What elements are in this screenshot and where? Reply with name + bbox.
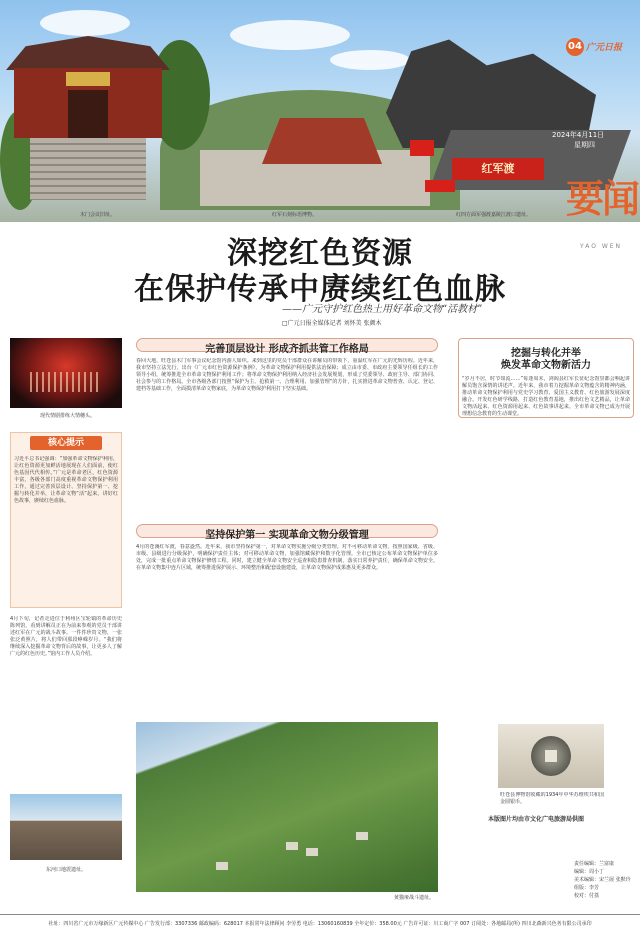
- byline: □广元日报全媒体记者 刘怀美 张颜木: [282, 320, 382, 327]
- banner-caption-1: 木门会议旧址。: [80, 212, 116, 218]
- banner-caption-3: 红四方面军强渡嘉陵江渡口遗址。: [456, 212, 532, 218]
- section-2-title: 坚持保护第一 实现革命文物分级管理: [205, 530, 369, 541]
- section-2-text: 4月的苍溪红军渡，春意盎然。近年来，我市坚持保护第一，对革命文物实施分级分类管理。对不可移动革命文物，按照国家级、省级、市级、县级进行分级保护，明确保护责任主体；对可移动革命文物，加强馆藏保护和数字化管理。全市已核定公布革命文物保护单位多处，完成一批重点革命文物保护修缮工程。同时，建立健全革命文物安全巡查和隐患排查机制，落实日常养护责任，确保革命文物安全。在革命文物集中连片区域，统筹推进保护展示、环境整治和配套设施建设，让革命文物保护成果惠及更多群众。: [136, 544, 438, 571]
- editor-line: 组版：李芳: [574, 885, 600, 891]
- section-1-title: 完善顶层设计 形成齐抓共管工作格局: [205, 344, 369, 355]
- issue-weekday: 星期四: [574, 141, 595, 149]
- red-flag: [425, 180, 455, 192]
- stone-stairs: [30, 138, 146, 200]
- village-house: [306, 848, 318, 856]
- page-number: 04: [566, 38, 584, 56]
- valley-battle-site-photo: [136, 722, 438, 892]
- gate-door: [68, 90, 108, 138]
- editor-line: 编辑：周小丁: [574, 869, 605, 875]
- cloud: [40, 10, 130, 36]
- coin-hole: [545, 750, 557, 762]
- memorial-gate-roof: [6, 36, 170, 70]
- headline-line-1: 深挖红色资源: [227, 236, 413, 271]
- banner-photo: [0, 0, 640, 222]
- village-house: [286, 842, 298, 850]
- red-flag: [410, 140, 434, 156]
- editor-line: 美术编辑：宋兰展 张默玲: [574, 877, 631, 883]
- valley-caption: 黄猫垭战斗遗址。: [394, 895, 435, 901]
- editor-list: [574, 860, 631, 900]
- masthead: 广元日报: [586, 43, 623, 53]
- village-house: [216, 862, 228, 870]
- ruins-caption: 东河口地震遗址。: [46, 867, 87, 873]
- banner-caption-2: 红军石刻标语博物。: [272, 212, 318, 218]
- footer-imprint: 社址：四川省广元市万缘新区广元传媒中心 广告发行部：3307336 邮政编码：628017 本报常年法律顾问 李劳勇 电话：13060160839 全年定价：358.00元 广告许可证：川工商广字 007 订阅处：各地邮局(所) 四川北森新兴色务有限公司承印: [0, 914, 640, 934]
- coin-caption: 旺苍县博物馆收藏的1934年中华苏维埃共和国金圆银币。: [500, 792, 604, 805]
- subtitle: ——广元守护红色热土用好革命文物“活教材”: [282, 304, 483, 315]
- memorial-monument: [262, 118, 382, 164]
- editor-line: 校对：付荔: [574, 893, 600, 899]
- stage-performers: [30, 372, 102, 392]
- editor-line: 责任编辑：兰富康: [574, 861, 615, 867]
- cloud: [330, 50, 410, 70]
- photo-credit: 本版图片均由市文化广电旅游局供图: [488, 816, 585, 823]
- headline-line-2: 在保护传承中赓续红色血脉: [134, 272, 506, 307]
- village-house: [356, 832, 368, 840]
- section-3-title-1: 挖掘与转化并举: [511, 348, 581, 359]
- cloud: [230, 20, 350, 50]
- core-summary-text: 习近平总书记强调：“加强革命文物保护利用，让红色资源更加鲜活地展现在人们面前，使红色基因代代相传。”广元是革命老区，红色资源丰富，各级各部门高度重视革命文物保护利用工作，通过完善顶层设计、坚持保护第一、挖掘与转化并举，让革命文物“活”起来，讲好红色故事，赓续红色血脉。: [14, 456, 118, 504]
- red-army-ferry-sign: 红军渡: [452, 158, 544, 180]
- section-label: 要闻: [566, 177, 639, 221]
- section-1-text: 春回大地，旺苍县木门军事会议纪念馆内游人如织。来到这里的党员干部群众在讲解员的带领下，重温红军在广元的光辉历程。近年来，我市坚持立法先行，出台《广元市红色资源保护条例》，为革命文物保护利用提供法治保障；成立由市委、市政府主要领导任组长的工作领导小组，统筹推进全市革命文物保护利用工作；将革命文物保护利用纳入经济社会发展规划，形成了党委领导、政府主导、部门协同、社会参与的工作格局。全市各级各部门按照“保护为主、抢救第一、合理利用、加强管理”的方针，扎实推进革命文物普查、认定、登记、建档等基础工作，全面摸清革命文物家底，为革命文物保护利用打下坚实基础。: [136, 358, 438, 392]
- left-story-text: 4月下旬，记者走进位于利州区宝轮镇的革命历史陈列馆，看到讲解员正在为前来参观的党员干部讲述红军在广元的战斗故事。一件件珍贵文物、一张张泛黄照片，将人们带回那段峥嵘岁月。“我们将继续深入挖掘革命文物背后的故事，让更多人了解广元的红色历史。”馆内工作人员介绍。: [10, 616, 122, 657]
- section-3-title-2: 焕发革命文物新活力: [501, 360, 591, 371]
- issue-date: 2024年4月11日: [552, 131, 605, 139]
- section-pinyin: YAO WEN: [580, 243, 623, 250]
- stage-caption: 现代情剧排练大情穗头。: [40, 413, 96, 419]
- earthquake-ruins-photo: [10, 794, 122, 860]
- core-summary-label: 核心提示: [30, 436, 102, 450]
- section-3-text: “岁月不居，时节如流……”每逢周末，剑阁县红军长征纪念馆里都会响起讲解员饱含深情的讲述声。近年来，我市着力挖掘革命文物蕴含的精神内涵，推动革命文物保护利用与党史学习教育、爱国主义教育、红色旅游发展深度融合。开发红色研学线路，打造红色教育基地，推出红色文艺精品，让革命文物活起来、红色资源用起来、红色故事讲起来。全市革命文物已成为开展理想信念教育的生动课堂。: [462, 376, 630, 417]
- gate-plaque: [66, 72, 110, 86]
